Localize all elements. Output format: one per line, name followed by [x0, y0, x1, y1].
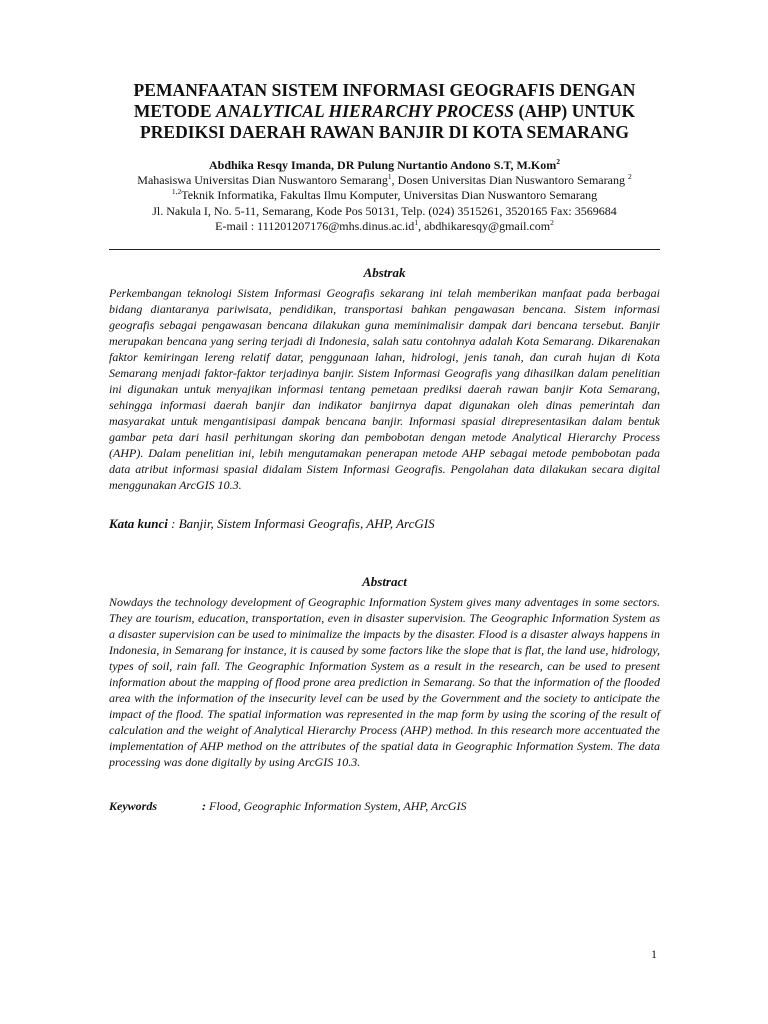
paper-title [109, 80, 660, 143]
title-line-2-prefix: METODE [133, 101, 217, 121]
affiliation-2 [109, 188, 660, 203]
keywords-colon: : [202, 799, 206, 814]
affiliation-2-text: Teknik Informatika, Fakultas Ilmu Komputer, Universitas Dian Nuswantoro Semarang [181, 188, 598, 203]
abstract-body: Nowdays the technology development of Geographic Information System gives many adventages in some sectors. They are tourism, education, transportation, even in disaster supervision. The Geographic Information System as a disaster supervision can be used to minimalize the impacts by the disaster. Flood is a disaster always happens in Indonesia, in Semarang for instance, it is caused by some factors like the slope that is flat, the land use, hidrology, types of soil, rain fall. The Geographic Information System as a result in the research, can be used to present information about the mapping of flood prone area prediction in Semarang. So that the information of the flooded area with the information of the insecurity level can be used by the Government and the society to anticipate the impact of the flood. The spatial information was represented in the map form by using the scoring of the result of calculation and the weight of Analytical Hierarchy Process (AHP) method. In this research more accentuated the implementation of AHP method on the attributes of the spatial data in Geographic Information System. The data processing was done digitally by using ArcGIS 10.3. [109, 595, 660, 770]
header-divider [109, 249, 660, 250]
kata-kunci [109, 516, 660, 532]
email-2: , abdhikaresqy@gmail.com [418, 218, 551, 233]
author-block [109, 158, 660, 234]
author-names-text: Abdhika Resqy Imanda, DR Pulung Nurtantio Andono S.T, M.Kom [209, 158, 557, 172]
affiliation-1-a: Mahasiswa Universitas Dian Nuswantoro Semarang [137, 173, 388, 188]
paper-page [109, 80, 660, 814]
title-line-2-suffix: (AHP) UNTUK [514, 101, 636, 121]
kata-kunci-value: : Banjir, Sistem Informasi Geografis, AHP, ArcGIS [167, 516, 435, 532]
abstrak-body: Perkembangan teknologi Sistem Informasi Geografis sekarang ini telah memberikan manfaat pada berbagai bidang diantaranya pariwisata, pendidikan, transportasi bahkan pengawasan bencana. Sistem informasi geografis sebagai pengawasan bencana dilakukan guna meminimalisir dampak dari bencana tersebut. Banjir merupakan bencana yang sering terjadi di Indonesia, salah satu contohnya adalah Kota Semarang. Dikarenakan faktor kemiringan lereng relatif datar, penggunaan lahan, hidrologi, jenis tanah, dan curah hujan di Kota Semarang menjadi faktor-faktor terjadinya banjir. Sistem Informasi Geografis yang dihasilkan dalam penelitian ini digunakan untuk menyajikan informasi tentang pemetaan prediksi daerah rawan banjir Kota Semarang, sehingga informasi daerah banjir dan indikator banjirnya dapat digunakan oleh dinas pemerintah dan masyarakat untuk mengantisipasi dampak bencana banjir. Informasi spasial direpresentasikan dalam bentuk gambar peta dari hasil perhitungan skoring dan pembobotan dengan metode Analytical Hierarchy Process (AHP). Dalam penelitian ini, lebih mengutamakan penerapan metode AHP sebagai metode pembobotan pada data atribut informasi spasial didalam Sistem Informasi Geografis. Pengolahan data dilakukan secara digital menggunakan ArcGIS 10.3. [109, 286, 660, 493]
affiliation-2-sup: 1,2 [171, 187, 182, 197]
title-line-1: PEMANFAATAN SISTEM INFORMASI GEOGRAFIS DENGAN [133, 80, 636, 100]
title-line-2 [109, 101, 660, 122]
email-sup-1: 1 [414, 217, 419, 227]
keywords-label: Keywords [109, 799, 157, 814]
abstrak-heading: Abstrak [363, 265, 406, 281]
keywords-value: Flood, Geographic Information System, AHP, ArcGIS [209, 799, 467, 814]
email-sup-2: 2 [550, 217, 554, 227]
affiliation-1-sup: 1 [387, 172, 392, 182]
kata-kunci-label: Kata kunci [109, 516, 168, 532]
abstract-heading: Abstract [362, 574, 407, 590]
email-1: E-mail : 111201207176@mhs.dinus.ac.id [215, 218, 415, 233]
title-line-2-italic: ANALYTICAL HIERARCHY PROCESS [216, 101, 515, 121]
affiliation-1-sup2: 2 [627, 172, 632, 182]
author-names-sup: 2 [556, 157, 560, 166]
affiliation-1 [109, 173, 660, 188]
affiliation-1-b: , Dosen Universitas Dian Nuswantoro Semarang [391, 173, 628, 188]
page-number: 1 [651, 947, 657, 961]
keywords [109, 798, 660, 814]
email-line [109, 219, 660, 234]
title-line-3: PREDIKSI DAERAH RAWAN BANJIR DI KOTA SEMARANG [139, 122, 630, 142]
author-names [109, 158, 660, 173]
address: Jl. Nakula I, No. 5-11, Semarang, Kode Pos 50131, Telp. (024) 3515261, 3520165 Fax: 3569684 [152, 203, 617, 218]
